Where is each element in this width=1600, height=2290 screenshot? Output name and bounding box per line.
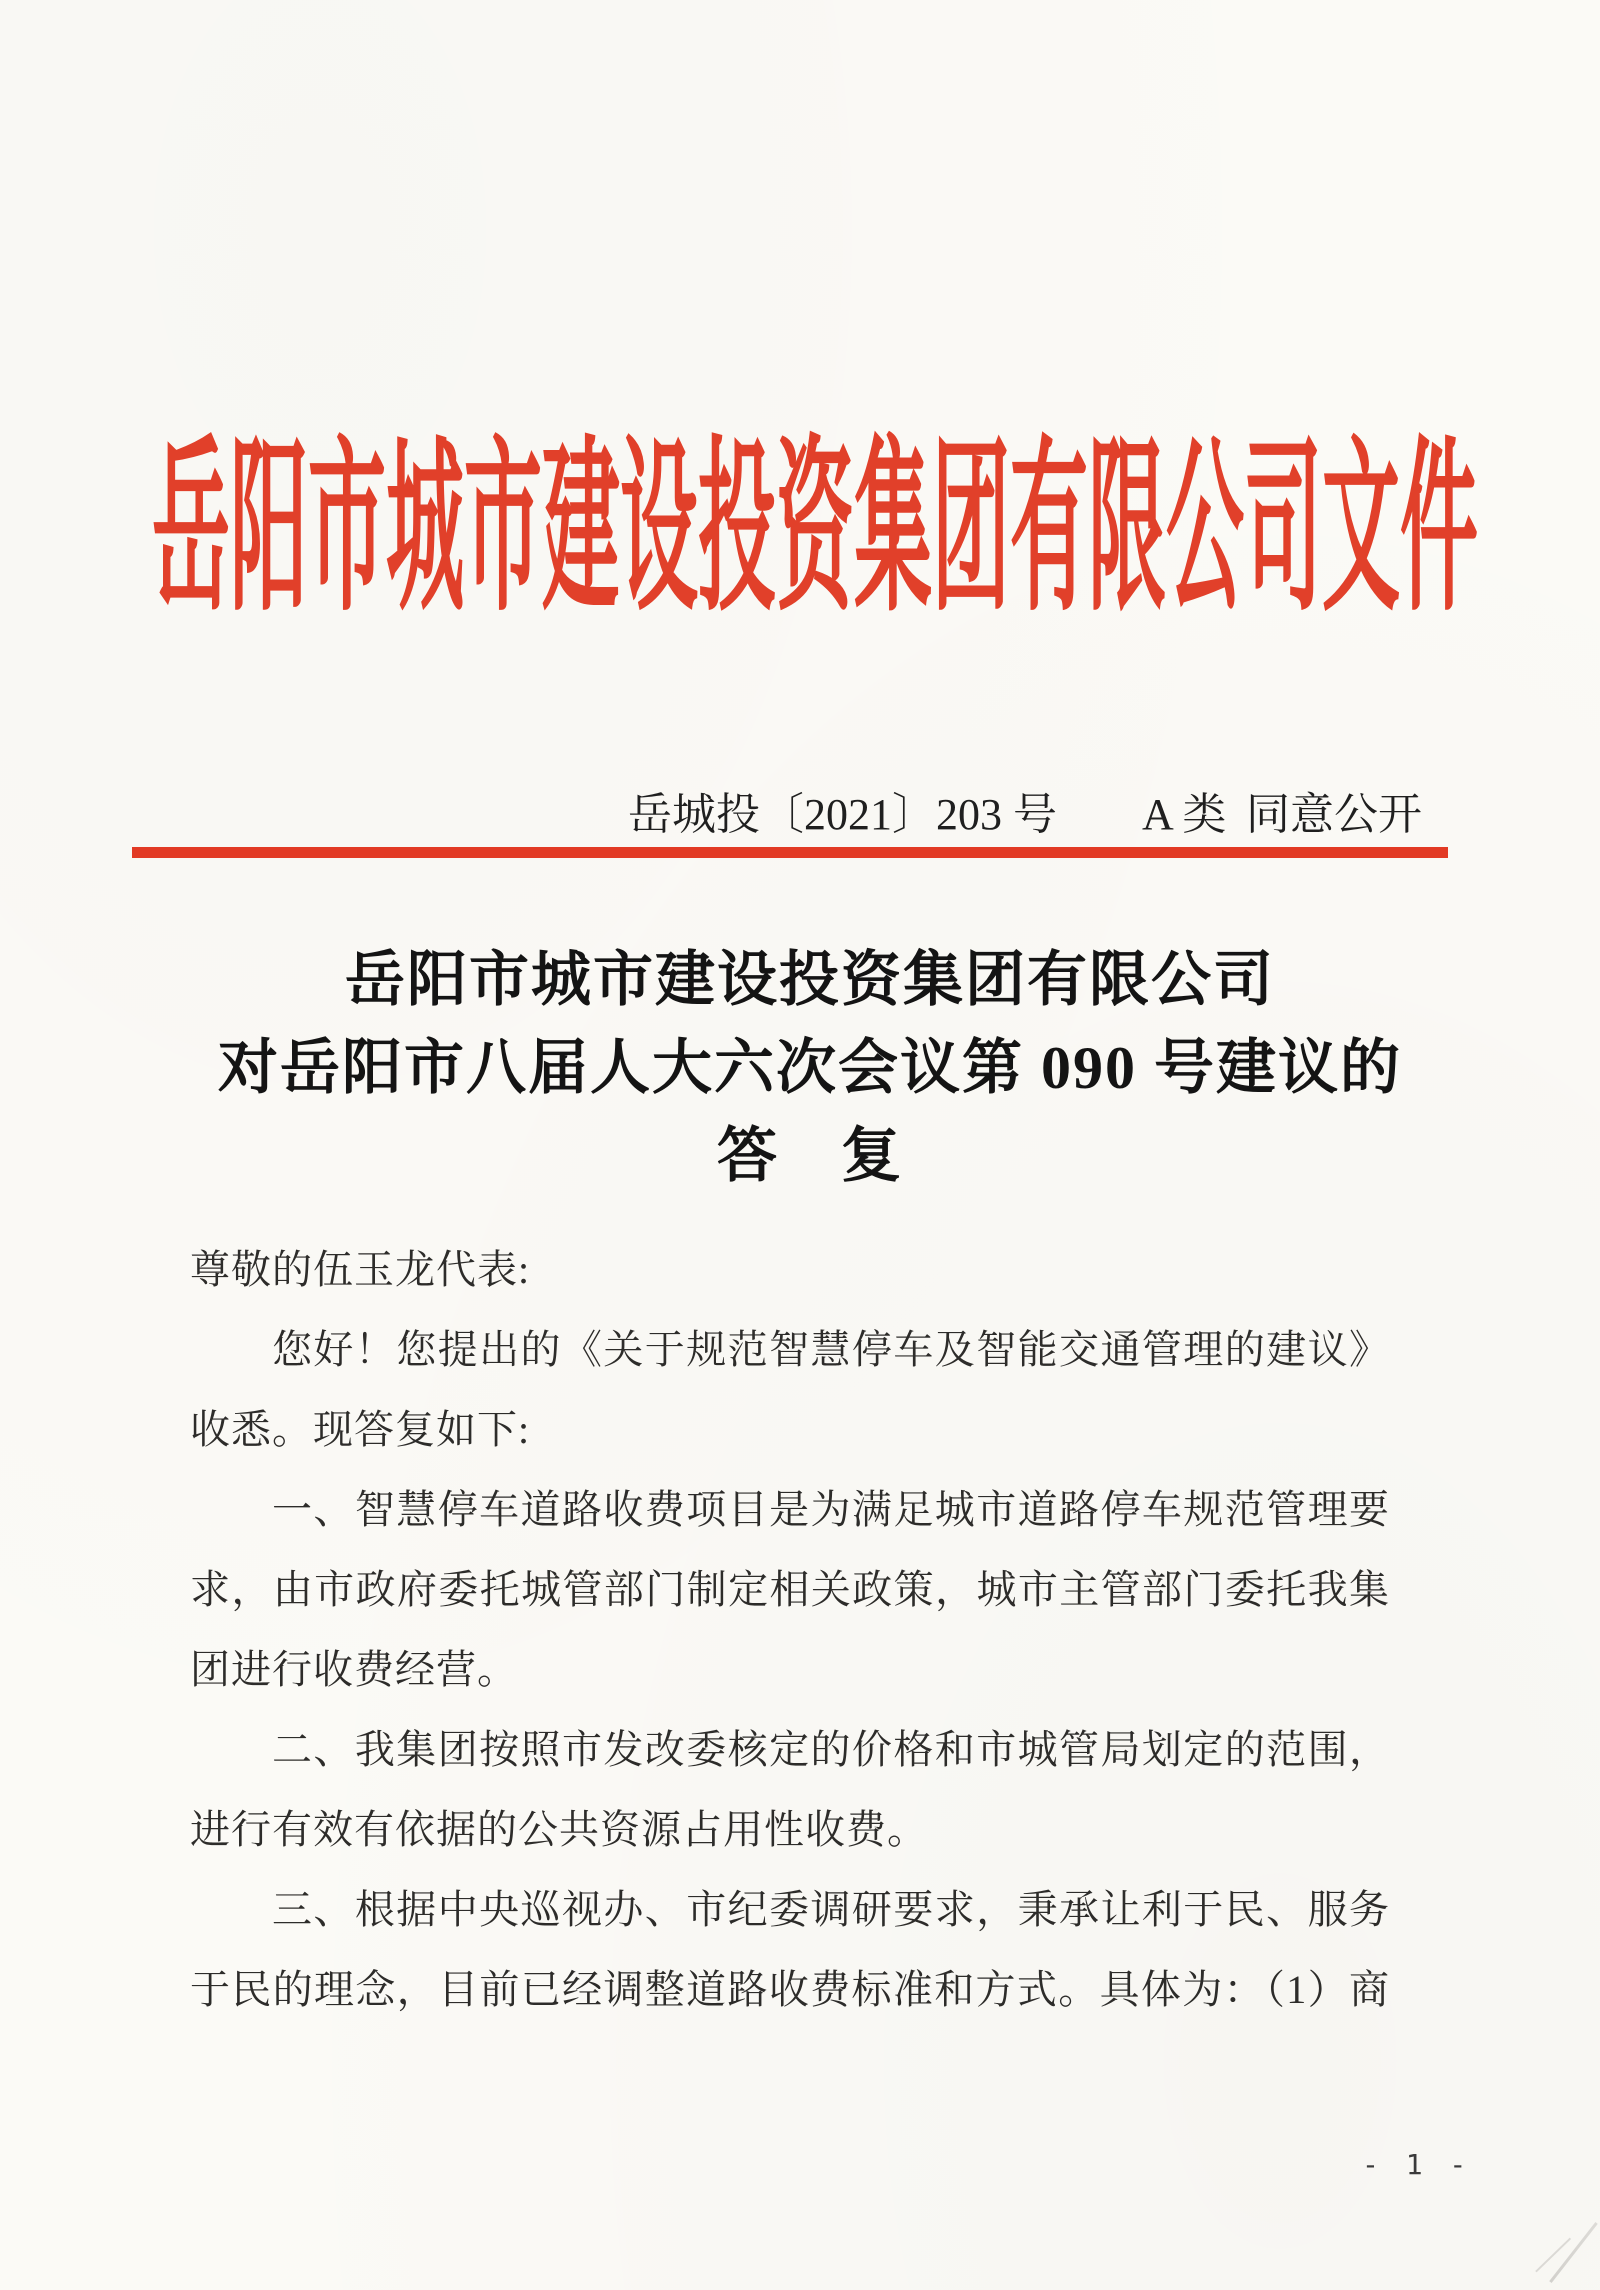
body-line: 收悉。现答复如下:: [190, 1407, 531, 1452]
title-line: 对岳阳市八届人大六次会议第 090 号建议的: [218, 1035, 1402, 1101]
body-line: 团进行收费经营。: [190, 1647, 518, 1692]
body-line: 于民的理念，目前已经调整道路收费标准和方式。具体为：（1）商: [190, 1967, 1390, 2012]
body-line: 进行有效有依据的公共资源占用性收费。: [190, 1807, 928, 1852]
body-line: 尊敬的伍玉龙代表:: [190, 1247, 531, 1292]
red-letterhead-banner: [15, 422, 1600, 637]
publicity-label: 同意公开: [1246, 790, 1422, 839]
body-line: 您好！您提出的《关于规范智慧停车及智能交通管理的建议》: [272, 1327, 1390, 1372]
document-body: [190, 1230, 1390, 2030]
body-line: 二、我集团按照市发改委核定的价格和市城管局划定的范围，: [272, 1727, 1390, 1772]
document-number-row: [0, 790, 1600, 842]
body-line: 一、智慧停车道路收费项目是为满足城市道路停车规范管理要: [272, 1487, 1390, 1532]
body-line: 求，由市政府委托城管部门制定相关政策，城市主管部门委托我集: [190, 1567, 1390, 1612]
document-title: [10, 936, 1600, 1200]
page-number: - 1 -: [1362, 2148, 1472, 2181]
scan-artifact: [1549, 2222, 1598, 2283]
body-line: 三、根据中央巡视办、市纪委调研要求，秉承让利于民、服务: [272, 1887, 1390, 1932]
title-line: 答 复: [717, 1123, 903, 1189]
document-number: 岳城投〔2021〕203 号: [628, 790, 1057, 839]
letterhead-title: 岳阳市城市建设投资集团有限公司文件: [151, 423, 1478, 633]
title-line: 岳阳市城市建设投资集团有限公司: [345, 947, 1275, 1013]
classification-label: A 类: [1142, 790, 1227, 839]
red-divider-line: [132, 847, 1448, 858]
